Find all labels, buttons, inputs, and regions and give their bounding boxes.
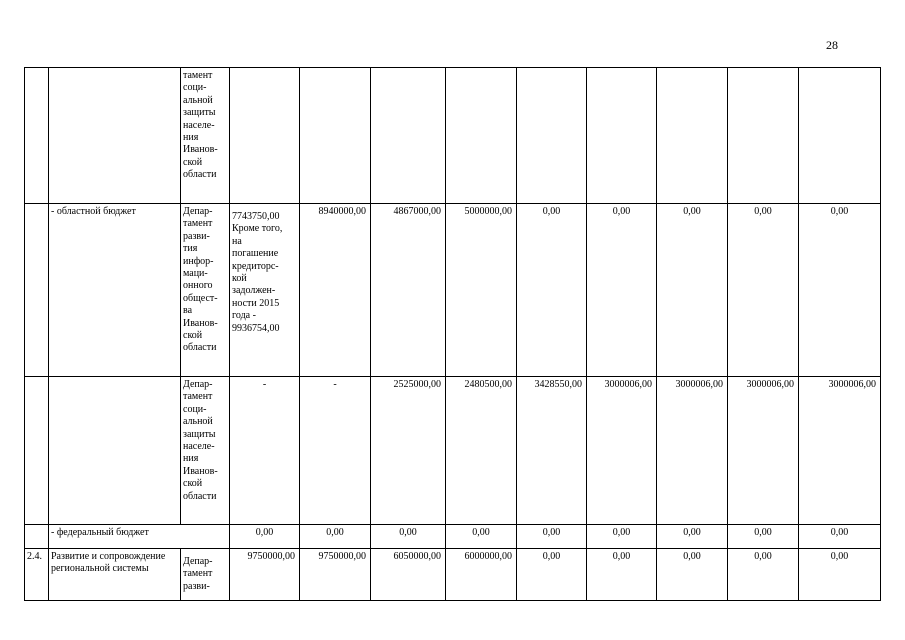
value-cell: 8940000,00 <box>300 204 371 377</box>
value-cell: 4867000,00 <box>371 204 446 377</box>
note-line: года - <box>232 310 256 322</box>
value-cell: - <box>230 377 300 525</box>
row-label-cell: - федеральный бюджет <box>49 525 230 549</box>
value-text: 7743750,00 <box>232 211 280 222</box>
note-line: ности 2015 <box>232 297 280 309</box>
value-cell: 0,00 <box>300 525 371 549</box>
value-cell: 3000006,00 <box>587 377 657 525</box>
value-cell: 9750000,00 <box>230 549 300 601</box>
value-cell: 0,00 <box>371 525 446 549</box>
note-line: на <box>232 235 242 247</box>
value-cell: 0,00 <box>517 525 587 549</box>
value-cell: 0,00 <box>799 549 881 601</box>
row-label-cell: Развитие и сопровождение региональной системы <box>49 549 181 601</box>
value-cell: 3000006,00 <box>728 377 799 525</box>
row-label-cell: - областной бюджет <box>49 204 181 377</box>
note-line: кой <box>232 273 247 285</box>
executor-cell: Депар- тамент соци- альной защиты населе- ния Иванов- ской области <box>181 377 230 525</box>
value-cell: 0,00 <box>657 525 728 549</box>
value-cell: 0,00 <box>587 549 657 601</box>
value-cell <box>517 68 587 204</box>
row-label-cell <box>49 68 181 204</box>
row-index-cell <box>25 204 49 377</box>
value-cell: 6050000,00 <box>371 549 446 601</box>
value-cell: 3000006,00 <box>799 377 881 525</box>
value-cell-with-note <box>230 204 300 377</box>
budget-table <box>24 67 881 601</box>
value-cell <box>300 68 371 204</box>
row-index-cell <box>25 525 49 549</box>
value-cell: 0,00 <box>728 549 799 601</box>
value-cell: 0,00 <box>446 525 517 549</box>
value-cell: 0,00 <box>799 525 881 549</box>
table-row <box>25 377 881 525</box>
value-cell <box>587 68 657 204</box>
value-cell: 6000000,00 <box>446 549 517 601</box>
page-number: 28 <box>826 38 838 52</box>
value-cell <box>446 68 517 204</box>
value-cell: 0,00 <box>587 525 657 549</box>
value-cell <box>371 68 446 204</box>
value-cell <box>799 68 881 204</box>
value-cell <box>230 68 300 204</box>
value-cell: - <box>300 377 371 525</box>
executor-cell: Депар- тамент разви- <box>181 549 230 601</box>
value-cell: 3000006,00 <box>657 377 728 525</box>
value-cell: 0,00 <box>517 549 587 601</box>
value-cell: 5000000,00 <box>446 204 517 377</box>
row-index-cell <box>25 68 49 204</box>
value-cell <box>657 68 728 204</box>
table-row <box>25 68 881 204</box>
executor-cell: Депар- тамент разви- тия инфор- маци- онного общест- ва Иванов- ской области <box>181 204 230 377</box>
note-line: Кроме того, <box>232 223 283 235</box>
value-cell <box>728 68 799 204</box>
value-cell: 0,00 <box>728 204 799 377</box>
value-cell: 0,00 <box>587 204 657 377</box>
value-cell: 0,00 <box>799 204 881 377</box>
value-cell: 0,00 <box>657 204 728 377</box>
note-line: кредиторс- <box>232 260 279 272</box>
value-cell: 0,00 <box>230 525 300 549</box>
value-cell: 9750000,00 <box>300 549 371 601</box>
note-line: погашение <box>232 248 279 260</box>
row-label-cell <box>49 377 181 525</box>
value-cell: 0,00 <box>728 525 799 549</box>
note-line: задолжен- <box>232 285 276 297</box>
note-line: 9936754,00 <box>232 322 280 334</box>
value-cell: 0,00 <box>657 549 728 601</box>
value-cell: 2480500,00 <box>446 377 517 525</box>
row-index-cell <box>25 377 49 525</box>
table-row <box>25 204 881 377</box>
executor-cell: тамент соци- альной защиты населе- ния Иванов- ской области <box>181 68 230 204</box>
value-cell: 2525000,00 <box>371 377 446 525</box>
row-index-cell: 2.4. <box>25 549 49 601</box>
table-row <box>25 549 881 601</box>
value-cell: 0,00 <box>517 204 587 377</box>
table-row <box>25 525 881 549</box>
value-cell: 3428550,00 <box>517 377 587 525</box>
